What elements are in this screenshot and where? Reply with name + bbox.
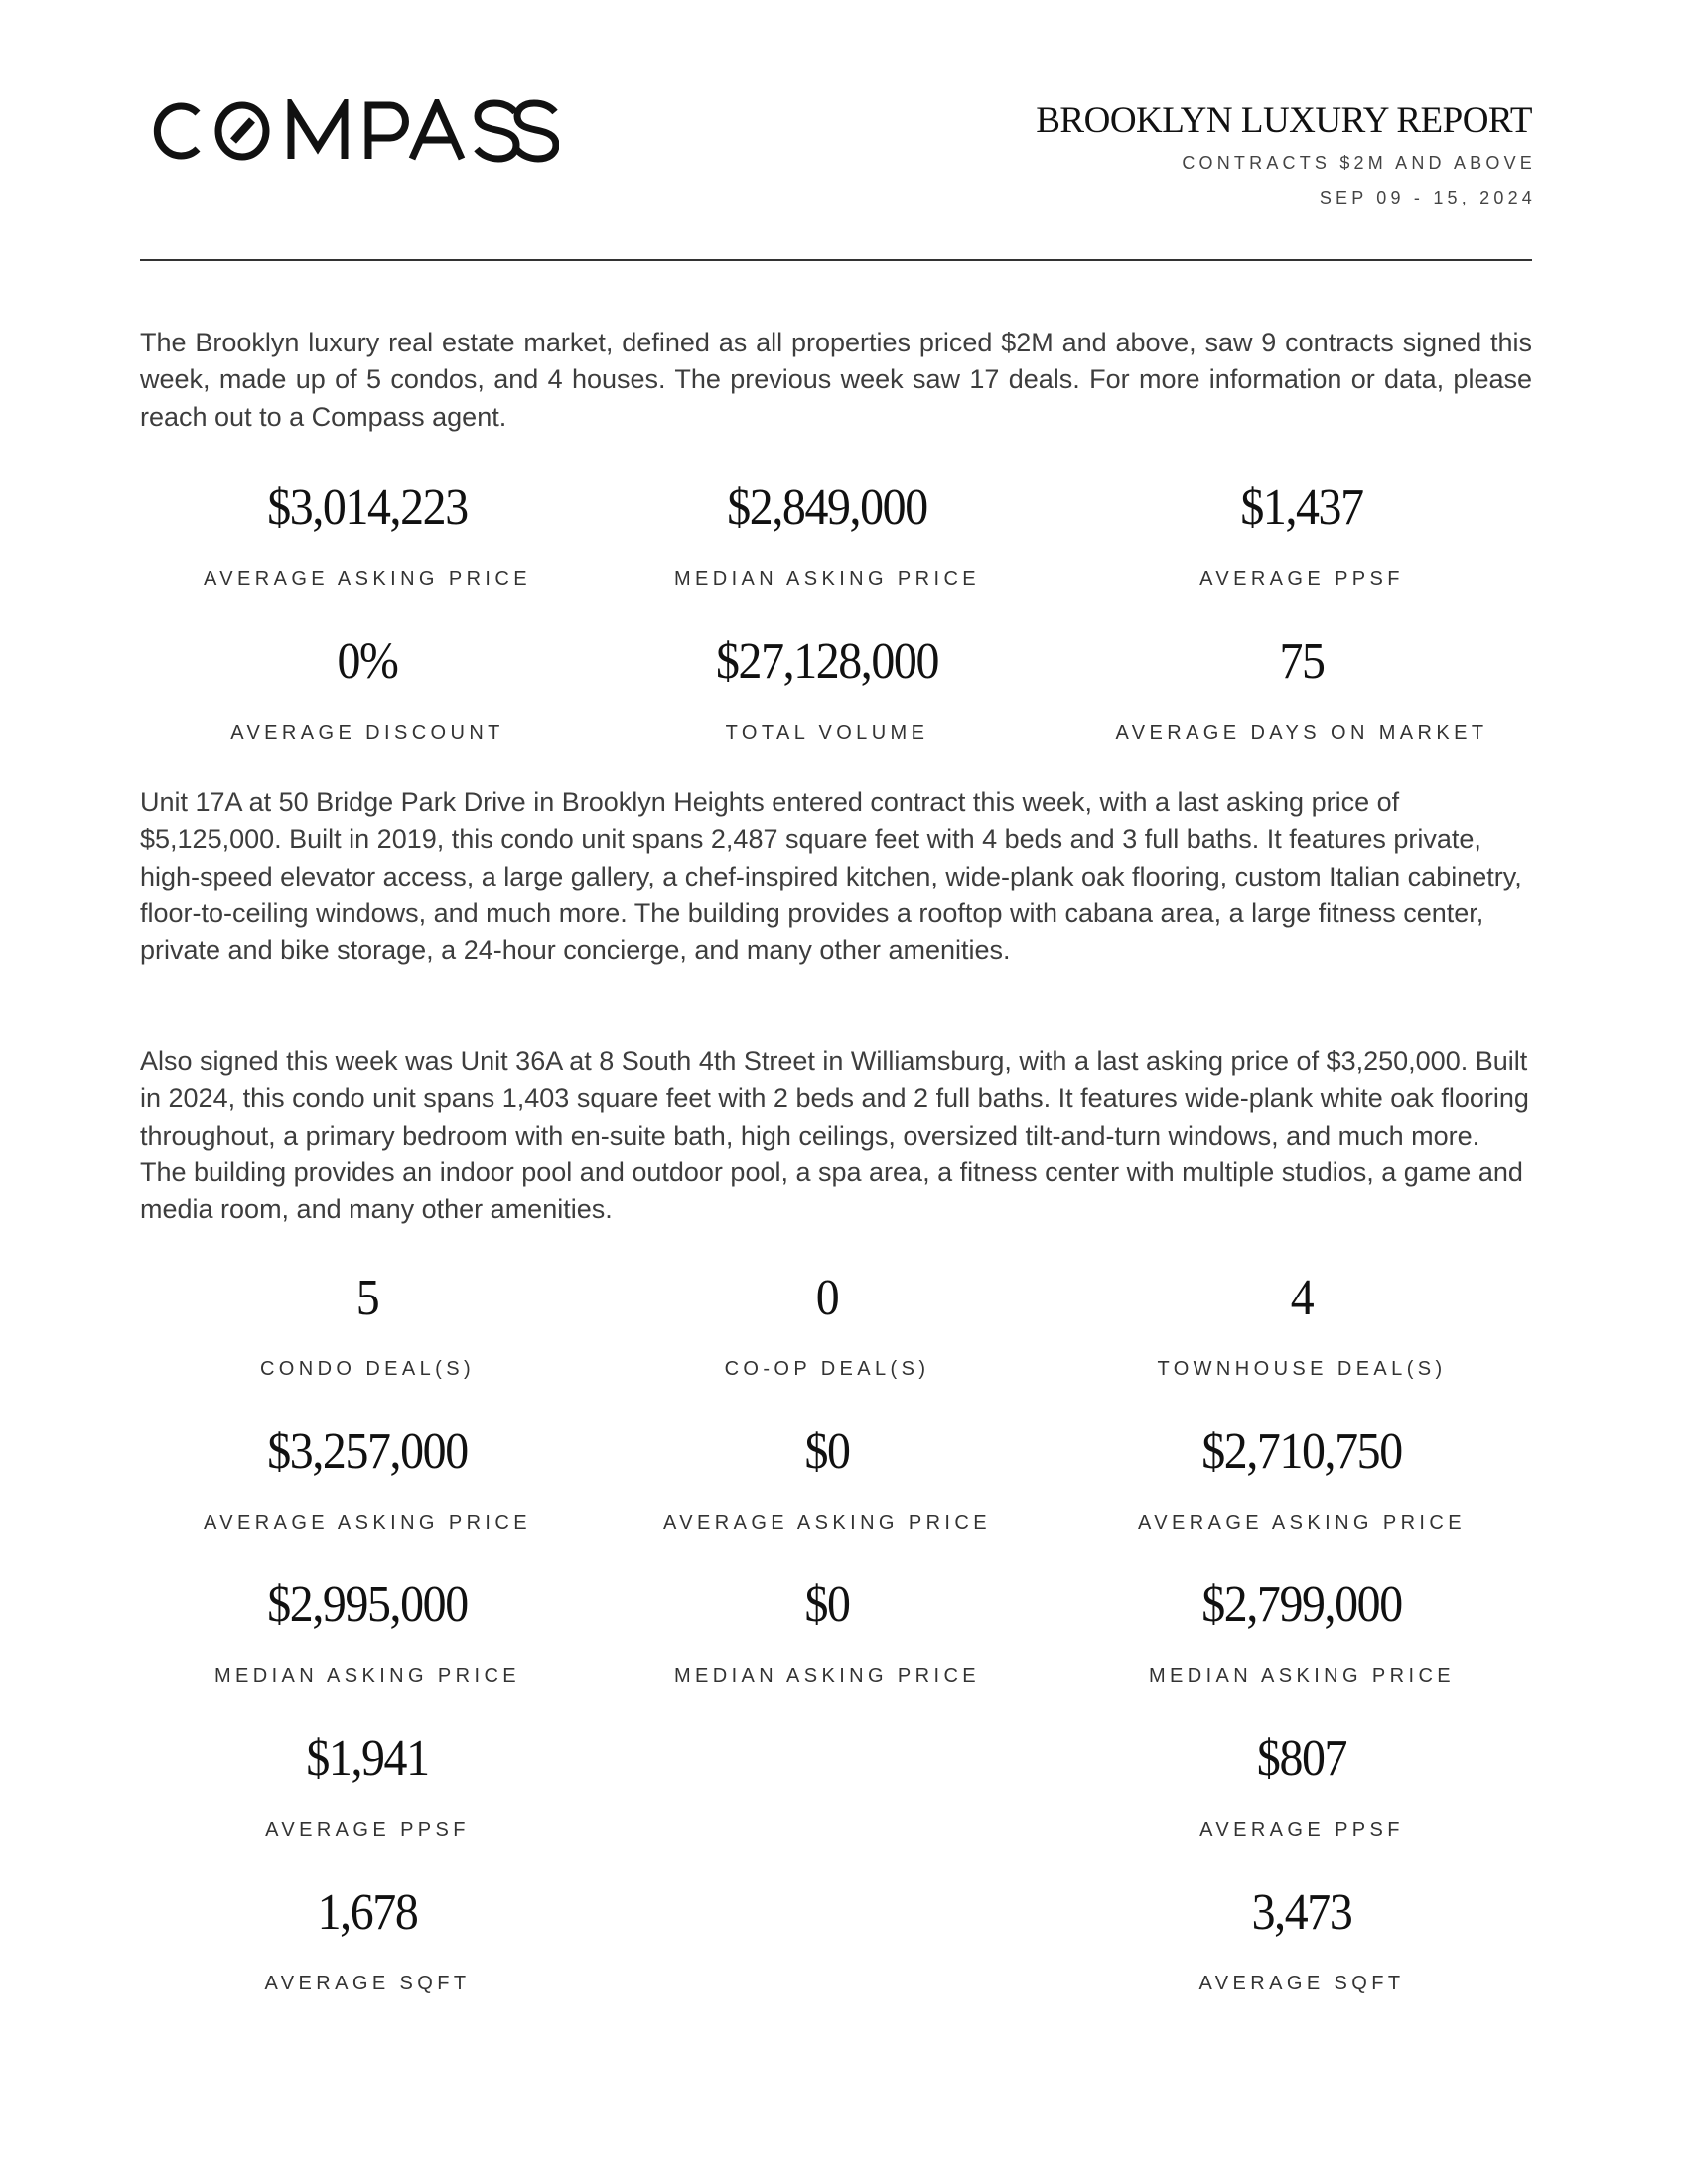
stat-value: $1,941 — [306, 1730, 429, 1787]
condo-deals — [139, 1269, 596, 1381]
report-title: BROOKLYN LUXURY REPORT — [1036, 100, 1532, 141]
stat-label: AVERAGE ASKING PRICE — [204, 1512, 531, 1534]
stat-average-ppsf — [1073, 478, 1530, 591]
compass-logo-icon — [142, 99, 559, 163]
highlight-paragraph-1: Unit 17A at 50 Bridge Park Drive in Brooklyn Heights entered contract this week, with a last asking price of $5,125,000. Built in 2019, this condo unit spans 2,487 square feet with 4 beds and 3 full baths. It features private, high-speed elevator access, a large gallery, a chef-inspired kitchen, wide-plank oak flooring, custom Italian cabinetry, floor-to-ceiling windows, and much more. The building provides a rooftop with cabana area, a large fitness center, private and bike storage, a 24-hour concierge, and many other amenities. — [140, 787, 1522, 966]
stat-label: AVERAGE ASKING PRICE — [204, 568, 531, 590]
stat-value: $807 — [1256, 1730, 1347, 1787]
stat-label: AVERAGE PPSF — [1199, 568, 1404, 590]
stat-value: $2,995,000 — [267, 1576, 468, 1633]
townhouse-average-asking-price — [1073, 1423, 1530, 1535]
stat-value: $3,014,223 — [267, 479, 468, 536]
condo-average-asking-price — [139, 1423, 596, 1535]
stat-value: 0% — [337, 633, 398, 690]
stat-value: 3,473 — [1251, 1884, 1352, 1941]
stat-value: 0 — [815, 1270, 839, 1326]
stat-value: 1,678 — [317, 1884, 418, 1941]
stat-value: 75 — [1279, 633, 1325, 690]
stat-label: AVERAGE SQFT — [264, 1973, 471, 1994]
stat-value: $1,437 — [1240, 479, 1363, 536]
coop-average-asking-price — [599, 1423, 1055, 1535]
townhouse-deals — [1073, 1269, 1530, 1381]
stat-label: CONDO DEAL(S) — [259, 1358, 476, 1380]
stat-average-asking-price — [139, 478, 596, 591]
stat-label: TOWNHOUSE DEAL(S) — [1157, 1358, 1447, 1380]
stat-label: MEDIAN ASKING PRICE — [213, 1665, 521, 1687]
townhouse-average-ppsf — [1073, 1729, 1530, 1842]
stat-label: AVERAGE SQFT — [1198, 1973, 1405, 1994]
report-date-range: SEP 09 - 15, 2024 — [1319, 188, 1536, 207]
stat-median-asking-price — [599, 478, 1055, 591]
header-divider — [140, 259, 1532, 261]
stat-value: $27,128,000 — [715, 633, 939, 690]
stat-total-volume — [599, 632, 1055, 745]
coop-median-asking-price — [599, 1575, 1055, 1688]
stat-average-discount — [139, 632, 596, 745]
condo-average-ppsf — [139, 1729, 596, 1842]
stat-label: AVERAGE DISCOUNT — [230, 722, 504, 744]
stat-value: $3,257,000 — [267, 1424, 468, 1480]
stat-value: $0 — [804, 1424, 850, 1480]
stat-label: MEDIAN ASKING PRICE — [1148, 1665, 1456, 1687]
coop-deals — [599, 1269, 1055, 1381]
stat-label: MEDIAN ASKING PRICE — [673, 568, 981, 590]
stat-label: AVERAGE ASKING PRICE — [663, 1512, 991, 1534]
stat-label: TOTAL VOLUME — [725, 722, 929, 744]
stat-label: AVERAGE PPSF — [265, 1819, 470, 1841]
compass-logo — [142, 99, 559, 163]
townhouse-average-sqft — [1073, 1883, 1530, 1995]
highlight-paragraph-2: Also signed this week was Unit 36A at 8 South 4th Street in Williamsburg, with a last asking price of $3,250,000. Built in 2024, this condo unit spans 1,403 square feet with 2 beds and 2 full baths. It features wide-plank white oak flooring throughout, a primary bedroom with en-suite bath, high ceilings, oversized tilt-and-turn windows, and much more. The building provides an indoor pool and outdoor pool, a spa area, a fitness center with multiple studios, a game and media room, and many other amenities. — [140, 1046, 1529, 1225]
stat-value: $2,799,000 — [1201, 1576, 1402, 1633]
stat-value: $2,710,750 — [1201, 1424, 1402, 1480]
stat-value: 4 — [1290, 1270, 1314, 1326]
stat-value: 5 — [355, 1270, 379, 1326]
stat-label: AVERAGE DAYS ON MARKET — [1115, 722, 1488, 744]
stat-value: $0 — [804, 1576, 850, 1633]
townhouse-median-asking-price — [1073, 1575, 1530, 1688]
stat-label: CO-OP DEAL(S) — [724, 1358, 930, 1380]
intro-paragraph: The Brooklyn luxury real estate market, defined as all properties priced $2M and above, saw 9 contracts signed this week, made up of 5 condos, and 4 houses. The previous week saw 17 deals. For more information or data, please reach out to a Compass agent. — [140, 328, 1532, 432]
stat-label: AVERAGE ASKING PRICE — [1138, 1512, 1466, 1534]
stat-value: $2,849,000 — [727, 479, 927, 536]
condo-median-asking-price — [139, 1575, 596, 1688]
stat-label: MEDIAN ASKING PRICE — [673, 1665, 981, 1687]
stat-label: AVERAGE PPSF — [1199, 1819, 1404, 1841]
report-subtitle: CONTRACTS $2M AND ABOVE — [1182, 153, 1536, 173]
condo-average-sqft — [139, 1883, 596, 1995]
stat-average-days-on-market — [1073, 632, 1530, 745]
